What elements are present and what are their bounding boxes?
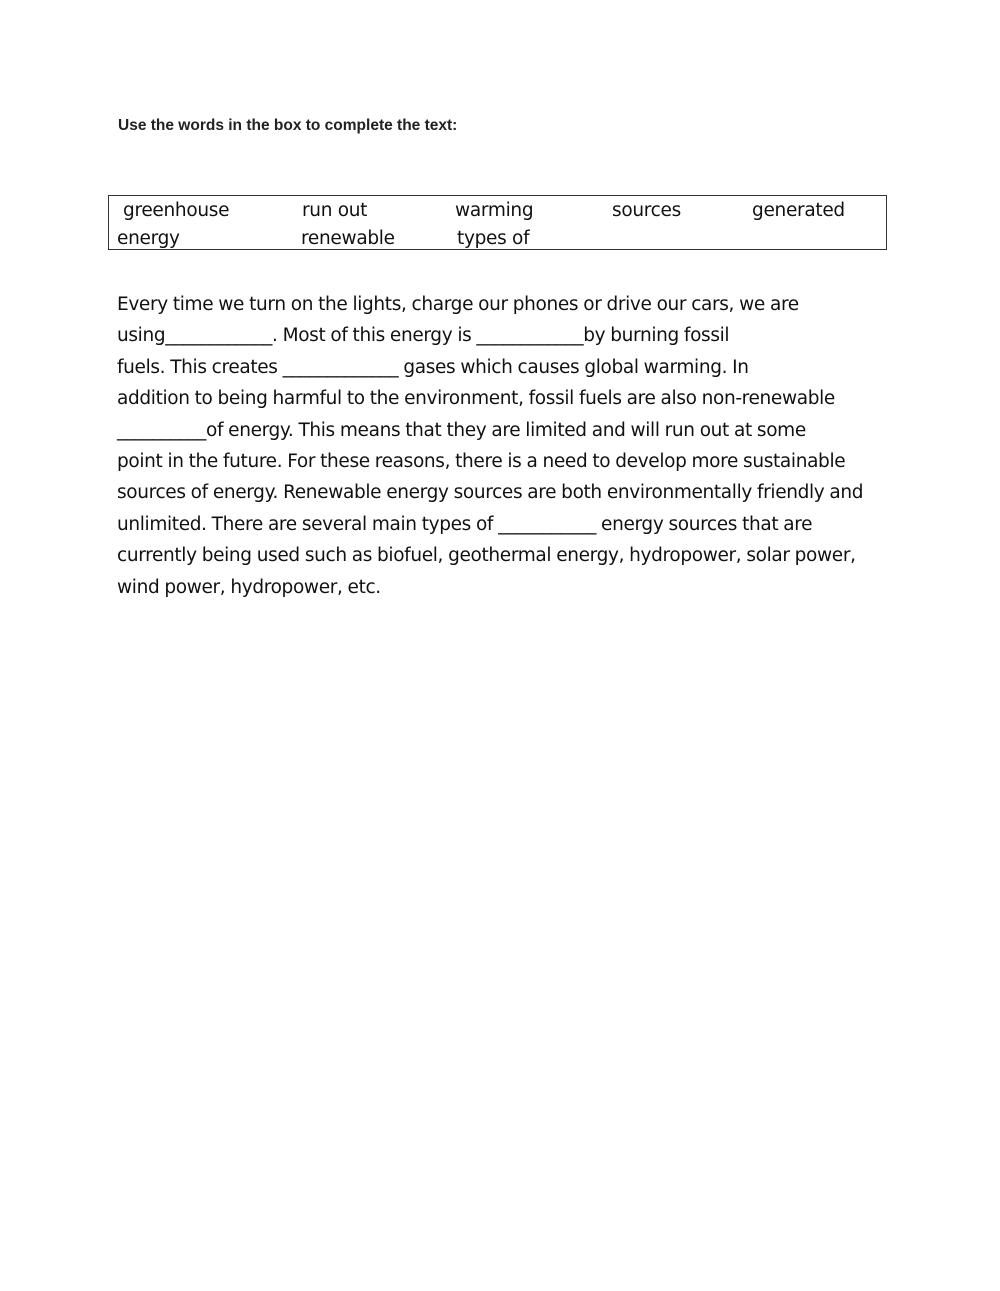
instruction-heading: Use the words in the box to complete the text:	[118, 117, 458, 134]
word-bank-item: types of	[457, 228, 530, 249]
word-bank-item: sources	[612, 200, 681, 221]
passage-line: point in the future. For these reasons, there is a need to develop more sustainable	[117, 451, 846, 473]
passage-line: addition to being harmful to the environment, fossil fuels are also non-renewable	[117, 388, 835, 410]
passage-line: fuels. This creates _____________ gases which causes global warming. In	[117, 356, 749, 378]
word-bank-item: renewable	[301, 228, 395, 249]
passage-line: unlimited. There are several main types of ___________ energy sources that are	[117, 513, 813, 535]
word-bank-item: greenhouse	[123, 200, 230, 221]
word-bank-item: warming	[455, 200, 534, 221]
word-bank-item: generated	[752, 200, 845, 221]
word-bank-item: energy	[117, 228, 180, 249]
passage-line: Every time we turn on the lights, charge our phones or drive our cars, we are	[117, 294, 799, 315]
word-bank-box	[108, 195, 887, 250]
passage-line: using____________. Most of this energy is ____________by burning fossil	[117, 325, 730, 347]
passage-line: wind power, hydropower, etc.	[117, 576, 381, 598]
passage-line: sources of energy. Renewable energy sources are both environmentally friendly and	[117, 482, 864, 504]
passage-line: __________of energy. This means that they are limited and will run out at some	[117, 419, 806, 441]
passage-line: currently being used such as biofuel, geothermal energy, hydropower, solar power,	[117, 545, 856, 567]
cloze-passage	[117, 289, 897, 603]
word-bank-item: run out	[302, 200, 368, 221]
